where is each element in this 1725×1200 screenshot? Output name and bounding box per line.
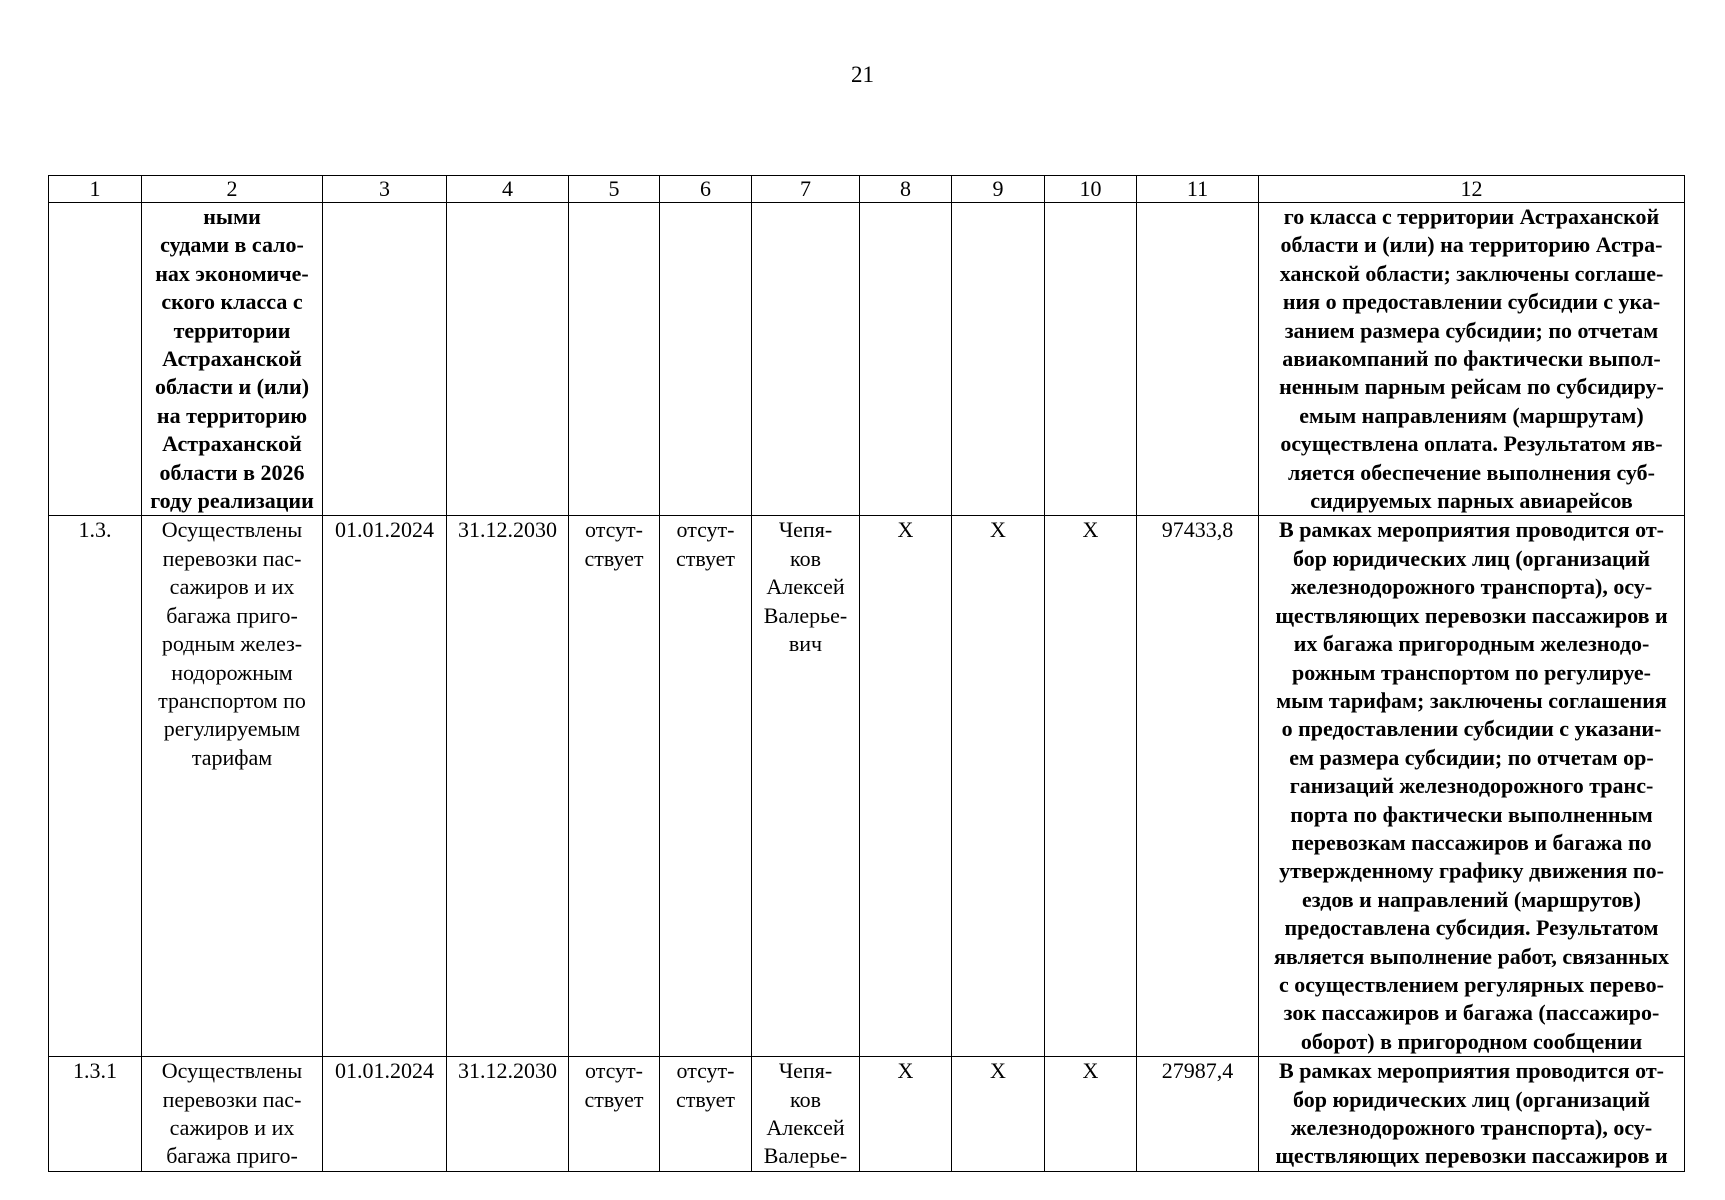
column-header-5: 5: [569, 176, 660, 203]
end-date: [447, 203, 569, 516]
start-date: 01.01.2024: [323, 1057, 447, 1172]
start-date: [323, 203, 447, 516]
column-8-value: X: [860, 516, 952, 1057]
column-6-value: [660, 203, 752, 516]
page-number: 21: [851, 62, 874, 87]
event-description: В рамках мероприятия проводится от- бор юридических лиц (организаций железнодорожного транспорта), осу- ществляющих перевозки пассажиров и их багажа пригородным железнодо- рожным транспортом по регулируе- мым тарифам; заключены соглашения о предоставлении субсидии с указани- ем размера субсидии; по отчетам ор- ганизаций железнодорожного транс- порта по фактически выполненным перевозкам пассажиров и багажа по утвержденному графику движения по- ездов и направлений (маршрутов) предоставлена субсидия. Результатом является выполнение работ, связанных с осуществлением регулярных перево- зок пассажиров и багажа (пассажиро- оборот) в пригородном сообщении: [1259, 516, 1685, 1057]
column-header-6: 6: [660, 176, 752, 203]
column-header-11: 11: [1137, 176, 1259, 203]
column-10-value: X: [1045, 1057, 1137, 1172]
table-row: [49, 516, 1685, 1057]
column-10-value: [1045, 203, 1137, 516]
column-8-value: X: [860, 1057, 952, 1172]
column-6-value: отсут- ствует: [660, 1057, 752, 1172]
responsible-person: Чепя- ков Алексей Валерье- вич: [752, 516, 860, 1057]
event-description: го класса с территории Астраханской области и (или) на территорию Астра- ханской области; заключены соглаше- ния о предоставлении субсидии с ука- занием размера субсидии; по отчетам авиакомпаний по фактически выпол- ненным парным рейсам по субсидиру- емым направлениям (маршрутам) осуществлена оплата. Результатом яв- ляется обеспечение выполнения суб- сидируемых парных авиарейсов: [1259, 203, 1685, 516]
column-10-value: X: [1045, 516, 1137, 1057]
funding-amount: 97433,8: [1137, 516, 1259, 1057]
responsible-person: Чепя- ков Алексей Валерье-: [752, 1057, 860, 1172]
column-header-10: 10: [1045, 176, 1137, 203]
funding-amount: 27987,4: [1137, 1057, 1259, 1172]
program-table: [48, 175, 1685, 1172]
event-name: Осуществлены перевозки пас- сажиров и их багажа приго-: [142, 1057, 323, 1172]
row-number: [49, 203, 142, 516]
row-number: 1.3.1: [49, 1057, 142, 1172]
column-5-value: отсут- ствует: [569, 516, 660, 1057]
column-header-12: 12: [1259, 176, 1685, 203]
column-9-value: [952, 203, 1045, 516]
event-name: ными судами в сало- нах экономиче- ского класса с территории Астраханской области и (или) на территорию Астраханской области в 2026 году реализации: [142, 203, 323, 516]
column-9-value: X: [952, 516, 1045, 1057]
column-header-1: 1: [49, 176, 142, 203]
column-header-2: 2: [142, 176, 323, 203]
event-description: В рамках мероприятия проводится от- бор юридических лиц (организаций железнодорожного транспорта), осу- ществляющих перевозки пассажиров и: [1259, 1057, 1685, 1172]
column-9-value: X: [952, 1057, 1045, 1172]
end-date: 31.12.2030: [447, 516, 569, 1057]
column-5-value: [569, 203, 660, 516]
table-row: [49, 203, 1685, 516]
funding-amount: [1137, 203, 1259, 516]
start-date: 01.01.2024: [323, 516, 447, 1057]
row-number: 1.3.: [49, 516, 142, 1057]
event-name: Осуществлены перевозки пас- сажиров и их багажа приго- родным желез- нодорожным транспортом по регулируемым тарифам: [142, 516, 323, 1057]
column-6-value: отсут- ствует: [660, 516, 752, 1057]
column-header-8: 8: [860, 176, 952, 203]
column-8-value: [860, 203, 952, 516]
column-5-value: отсут- ствует: [569, 1057, 660, 1172]
column-header-4: 4: [447, 176, 569, 203]
table-row: [49, 1057, 1685, 1172]
column-header-7: 7: [752, 176, 860, 203]
column-number-row: [49, 176, 1685, 203]
end-date: 31.12.2030: [447, 1057, 569, 1172]
responsible-person: [752, 203, 860, 516]
column-header-3: 3: [323, 176, 447, 203]
column-header-9: 9: [952, 176, 1045, 203]
